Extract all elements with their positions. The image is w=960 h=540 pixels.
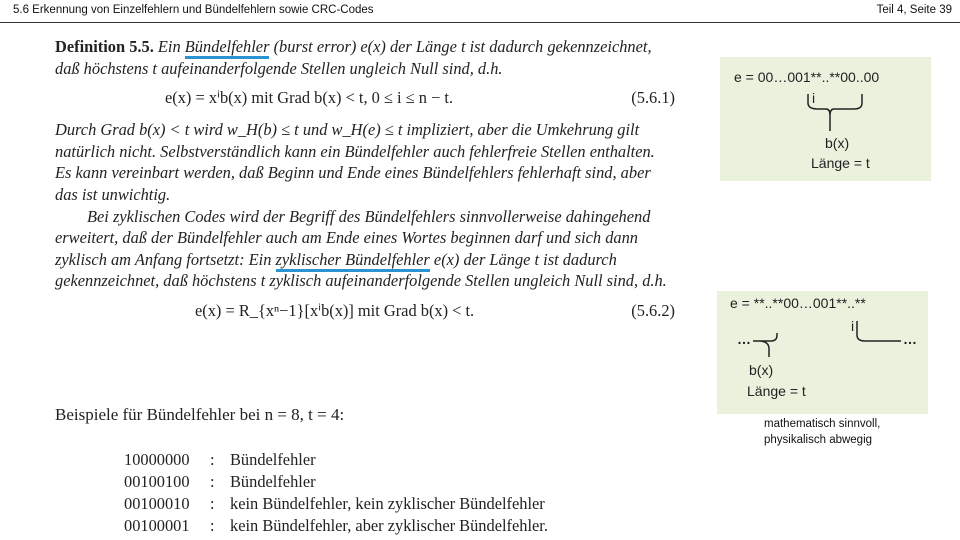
definition-text: (burst error) e(x) der Länge t ist dadurch gekennzeichnet, daß höchstens t aufeinanderfolgende Stellen ungleich Null sind, d.h. [55, 37, 652, 78]
length-label: Länge = t [747, 383, 806, 399]
ellipsis-left: … [737, 331, 751, 347]
cyclic-burst-annotation-box [717, 291, 928, 414]
example-desc: kein Bündelfehler, kein zyklischer Bündelfehler [230, 494, 545, 513]
header-divider [0, 22, 960, 23]
equation-5-6-1 [55, 83, 675, 113]
example-code: 00100010 [124, 494, 190, 513]
example-row [124, 449, 548, 471]
burst-error-annotation-box [720, 57, 931, 181]
example-sep: : [210, 450, 215, 469]
cyclic-post: e(x) der Länge t ist dadurch gekennzeichnet, daß höchstens t zyklisch aufeinanderfolgende Stellen ungleich Null sind, d.h. [55, 249, 667, 291]
side-note [764, 416, 880, 448]
definition-label: Definition 5.5. [55, 37, 154, 56]
example-row [124, 515, 548, 537]
cyclic-pre: Bei zyklischen Codes wird der Begriff des Bündelfehlers sinnvollerweise dahingehend erweitert, daß der Bündelfehler auch am Ende eines Wortes beginnen darf und sich dann zyklisch am Anfang fortsetzt: Ein [55, 206, 651, 269]
paragraph-implication: Durch Grad b(x) < t wird w_H(b) ≤ t und w_H(e) ≤ t impliziert, aber die Umkehrung gilt natürlich nicht. Selbstverständlich kann ein Bündelfehler auch fehlerfreie Stellen enthalten. Es kann vereinbart werden, daß Beginn und Ende eines Bündelfehlers fehlerhaft sind, aber das ist unwichtig. [55, 120, 655, 204]
equation-1-number: (5.6.1) [631, 88, 675, 108]
length-label: Länge = t [811, 155, 870, 171]
equation-2-number: (5.6.2) [631, 300, 675, 320]
example-code: 00100100 [124, 472, 190, 491]
example-sep: : [210, 516, 215, 535]
b-x-label: b(x) [749, 362, 774, 378]
equation-1-body: e(x) = xⁱb(x) mit Grad b(x) < t, 0 ≤ i ≤ n − t. [165, 88, 454, 108]
page-indicator: Teil 4, Seite 39 [876, 4, 952, 16]
shift-index-label: i [812, 90, 816, 106]
example-code: 10000000 [124, 450, 190, 469]
term-zyklischer-buendelfehler: zyklischer Bündelfehler [276, 250, 430, 272]
example-code: 00100001 [124, 516, 190, 535]
equation-5-6-2 [55, 296, 675, 326]
shift-index-label: i [851, 318, 855, 334]
scanned-document-text [55, 36, 675, 332]
term-buendelfehler: Bündelfehler [185, 37, 270, 59]
example-desc: kein Bündelfehler, aber zyklischer Bündelfehler. [230, 516, 548, 535]
equation-2-body: e(x) = R_{xⁿ−1}[xⁱb(x)] mit Grad b(x) < t. [195, 300, 475, 320]
cyclic-burst-expression: e = **..**00…001**..** [730, 295, 866, 311]
example-desc: Bündelfehler [230, 472, 316, 491]
b-x-label: b(x) [825, 135, 850, 151]
example-desc: Bündelfehler [230, 450, 316, 469]
slide-section-title: 5.6 Erkennung von Einzelfehlern und Bündelfehlern sowie CRC-Codes [13, 4, 374, 16]
definition-paragraph [55, 36, 675, 79]
example-sep: : [210, 472, 215, 491]
definition-pre: Ein [157, 37, 181, 56]
example-row [124, 471, 548, 493]
ellipsis-right: … [903, 331, 917, 347]
note-line-2: physikalisch abwegig [764, 434, 873, 446]
note-line-1: mathematisch sinnvoll, [764, 418, 881, 430]
example-row [124, 493, 548, 515]
examples-list [124, 449, 548, 537]
examples-title: Beispiele für Bündelfehler bei n = 8, t = 4: [55, 405, 345, 424]
burst-error-expression: e = 00…001**..**00..00 [734, 69, 880, 85]
paragraph-cyclic [55, 206, 675, 292]
example-sep: : [210, 494, 215, 513]
